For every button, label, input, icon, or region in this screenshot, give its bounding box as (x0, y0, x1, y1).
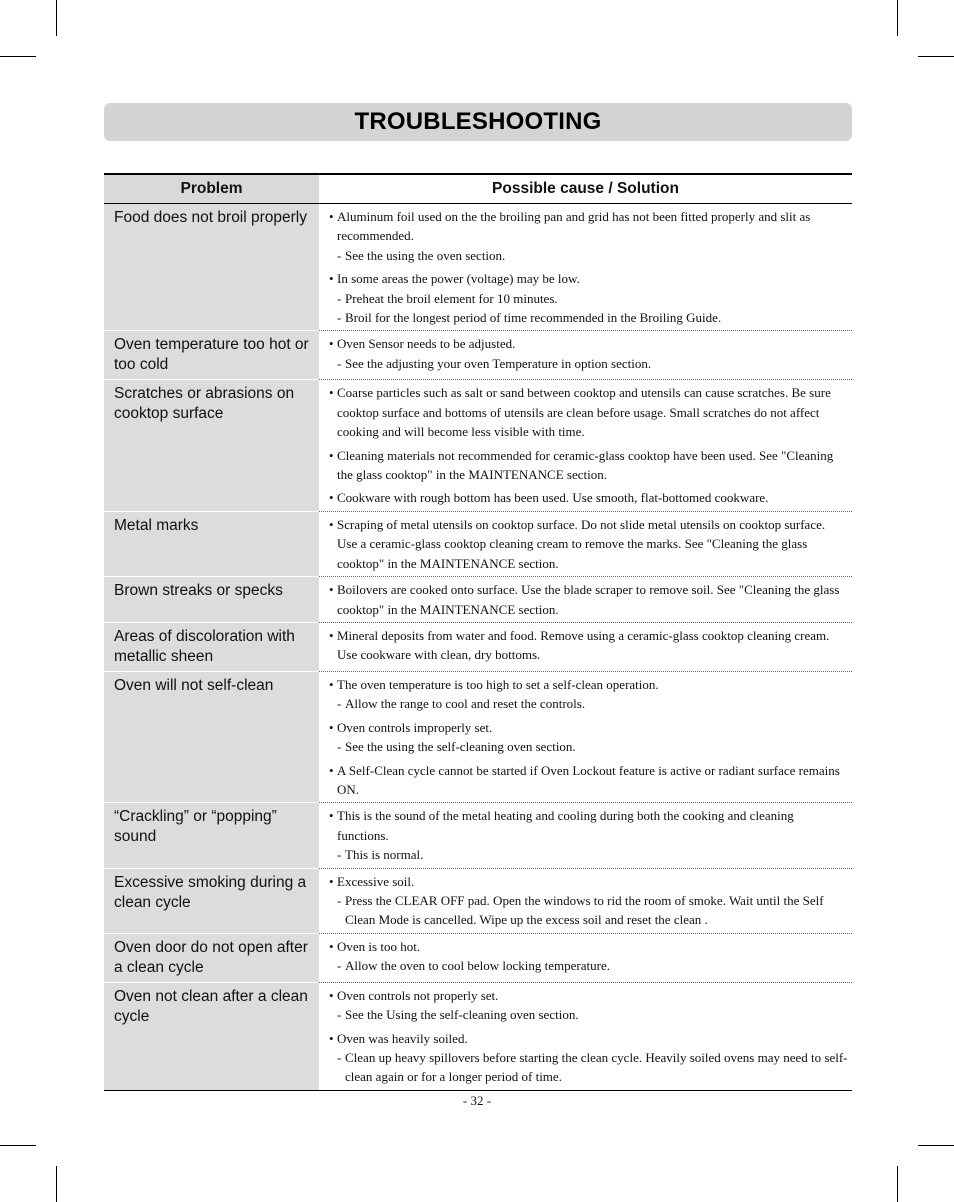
solution-cell (319, 933, 852, 982)
solution-cell (319, 982, 852, 1090)
table-row (104, 576, 852, 622)
bullet-icon: • (329, 676, 334, 692)
dash-icon: - (337, 1050, 342, 1065)
table-header (104, 175, 852, 204)
cause-item (329, 937, 848, 976)
solution-step-text: See the using the oven section. (345, 247, 506, 263)
page-title: TROUBLESHOOTING (354, 108, 602, 135)
solution-step (337, 694, 848, 713)
solution-cell (319, 204, 852, 330)
cause-text: Mineral deposits from water and food. Remove using a ceramic-glass cooktop cleaning cream. Use cookware with clean, dry bottoms. (337, 627, 830, 663)
crop-mark (0, 1145, 36, 1146)
solution-step-text: See the adjusting your oven Temperature in option section. (345, 355, 652, 371)
problem-cell: “Crackling” or “popping” sound (104, 802, 319, 867)
bullet-icon: • (329, 447, 334, 463)
bullet-icon: • (329, 873, 334, 889)
cause-text: Oven is too hot. (337, 938, 421, 954)
problem-cell: Food does not broil properly (104, 204, 319, 330)
bullet-icon: • (329, 987, 334, 1003)
crop-mark (918, 1145, 954, 1146)
dash-icon: - (337, 739, 342, 755)
table-row (104, 379, 852, 510)
cause-item (329, 334, 848, 373)
table-row (104, 622, 852, 671)
cause-text: Oven was heavily soiled. (337, 1030, 468, 1046)
bullet-icon: • (329, 209, 334, 224)
cause-item (329, 446, 848, 485)
cause-text: Excessive soil. (337, 873, 415, 889)
cause-item (329, 1029, 848, 1087)
problem-cell: Oven door do not open after a clean cycle (104, 933, 319, 982)
solution-cell (319, 802, 852, 867)
solution-step (337, 956, 848, 975)
solution-step-text: Allow the oven to cool below locking temperature. (345, 958, 610, 974)
solution-step (337, 891, 848, 930)
bullet-icon: • (329, 271, 334, 287)
table-body (104, 204, 852, 1090)
dash-icon: - (337, 1007, 342, 1023)
solution-step (337, 308, 848, 327)
bullet-icon: • (329, 516, 334, 532)
cause-text: A Self-Clean cycle cannot be started if Oven Lockout feature is active or radiant surface remains ON. (337, 762, 840, 797)
solution-cell (319, 671, 852, 802)
solution-cell (319, 511, 852, 576)
troubleshooting-table (104, 173, 852, 1091)
problem-cell: Areas of discoloration with metallic sheen (104, 622, 319, 671)
cause-item (329, 986, 848, 1025)
table-row (104, 671, 852, 802)
solution-step-text: Preheat the broil element for 10 minutes. (345, 290, 558, 306)
cause-item (329, 718, 848, 757)
cause-text: In some areas the power (voltage) may be low. (337, 271, 580, 287)
solution-step (337, 737, 848, 756)
cause-text: Aluminum foil used on the the broiling pan and grid has not been fitted properly and slit as recommended. (337, 209, 811, 244)
dash-icon: - (337, 847, 342, 863)
solution-cell (319, 330, 852, 379)
crop-mark (897, 0, 898, 36)
solution-cell (319, 868, 852, 933)
crop-mark (56, 0, 57, 36)
dash-icon: - (337, 958, 342, 974)
problem-cell: Oven not clean after a clean cycle (104, 982, 319, 1090)
solution-step-text: Clean up heavy spillovers before starting the clean cycle. Heavily soiled ovens may need to self-clean again or for a longer period of time. (345, 1050, 848, 1085)
bullet-icon: • (329, 938, 334, 954)
cause-text: This is the sound of the metal heating and cooling during both the cooking and cleaning functions. (337, 808, 794, 843)
cause-text: Oven controls not properly set. (337, 987, 499, 1003)
dash-icon: - (337, 290, 342, 306)
solution-step (337, 289, 848, 308)
cause-item (329, 675, 848, 714)
problem-cell: Scratches or abrasions on cooktop surface (104, 379, 319, 510)
solution-step (337, 246, 848, 265)
bullet-icon: • (329, 385, 334, 401)
cause-item (329, 872, 848, 930)
bullet-icon: • (329, 762, 334, 778)
header-problem: Problem (104, 175, 319, 203)
problem-cell: Oven will not self-clean (104, 671, 319, 802)
dash-icon: - (337, 696, 342, 712)
cause-item (329, 488, 848, 507)
bullet-icon: • (329, 1030, 334, 1046)
bullet-icon: • (329, 336, 334, 352)
table-row (104, 204, 852, 330)
header-solution: Possible cause / Solution (492, 180, 679, 197)
crop-mark (0, 56, 36, 57)
page-number: - 32 - (462, 1093, 492, 1108)
solution-step (337, 354, 848, 373)
cause-text: Oven Sensor needs to be adjusted. (337, 336, 516, 352)
problem-cell: Excessive smoking during a clean cycle (104, 868, 319, 933)
solution-step-text: Allow the range to cool and reset the controls. (345, 696, 586, 712)
problem-cell: Brown streaks or specks (104, 576, 319, 622)
cause-text: Oven controls improperly set. (337, 719, 493, 735)
table-row (104, 868, 852, 933)
solution-cell (319, 622, 852, 671)
solution-step-text: See the Using the self-cleaning oven section. (345, 1007, 579, 1023)
solution-step-text: Press the CLEAR OFF pad. Open the windows to rid the room of smoke. Wait until the Self Clean Mode is cancelled. Wipe up the excess soil and reset the clean . (345, 892, 824, 928)
cause-item (329, 269, 848, 327)
cause-text: Scraping of metal utensils on cooktop surface. Do not slide metal utensils on cooktop surface. Use a ceramic-glass cooktop cleaning cream to remove the marks. See "Cleaning the glass cooktop" in the MAINTENANCE section. (337, 516, 826, 571)
solution-step (337, 1048, 848, 1087)
dash-icon: - (337, 310, 342, 326)
table-row (104, 982, 852, 1090)
cause-item (329, 626, 848, 665)
cause-text: The oven temperature is too high to set a self-clean operation. (337, 676, 659, 692)
dash-icon: - (337, 247, 342, 263)
solution-cell (319, 379, 852, 510)
cause-item (329, 761, 848, 800)
cause-text: Cleaning materials not recommended for ceramic-glass cooktop have been used. See "Cleaning the glass cooktop" in the MAINTENANCE section. (337, 447, 834, 483)
cause-item (329, 580, 848, 619)
problem-cell: Oven temperature too hot or too cold (104, 330, 319, 379)
crop-mark (918, 56, 954, 57)
solution-step-text: Broil for the longest period of time recommended in the Broiling Guide. (345, 310, 722, 326)
table-row (104, 802, 852, 867)
solution-step-text: This is normal. (345, 847, 424, 863)
crop-mark (897, 1166, 898, 1202)
dash-icon: - (337, 355, 342, 371)
bullet-icon: • (329, 719, 334, 735)
bullet-icon: • (329, 627, 334, 643)
problem-cell: Metal marks (104, 511, 319, 576)
bullet-icon: • (329, 808, 334, 824)
solution-cell (319, 576, 852, 622)
solution-step (337, 1005, 848, 1024)
cause-item (329, 806, 848, 864)
cause-text: Boilovers are cooked onto surface. Use the blade scraper to remove soil. See "Cleaning the glass cooktop" in the MAINTENANCE section. (337, 582, 840, 617)
solution-step-text: See the using the self-cleaning oven section. (345, 739, 576, 755)
table-row (104, 933, 852, 982)
cause-item (329, 383, 848, 441)
title-bar (104, 103, 852, 141)
bullet-icon: • (329, 582, 334, 598)
dash-icon: - (337, 892, 342, 908)
cause-text: Coarse particles such as salt or sand between cooktop and utensils can cause scratches. Be sure cooktop surface and bottoms of utensils are clean before usage. Small scratches do not affect cooking and will become less visible with time. (337, 385, 831, 440)
bullet-icon: • (329, 490, 334, 506)
solution-step (337, 845, 848, 864)
table-row (104, 511, 852, 576)
crop-mark (56, 1166, 57, 1202)
cause-item (329, 207, 848, 265)
cause-text: Cookware with rough bottom has been used. Use smooth, flat-bottomed cookware. (337, 490, 769, 506)
cause-item (329, 515, 848, 573)
table-row (104, 330, 852, 379)
